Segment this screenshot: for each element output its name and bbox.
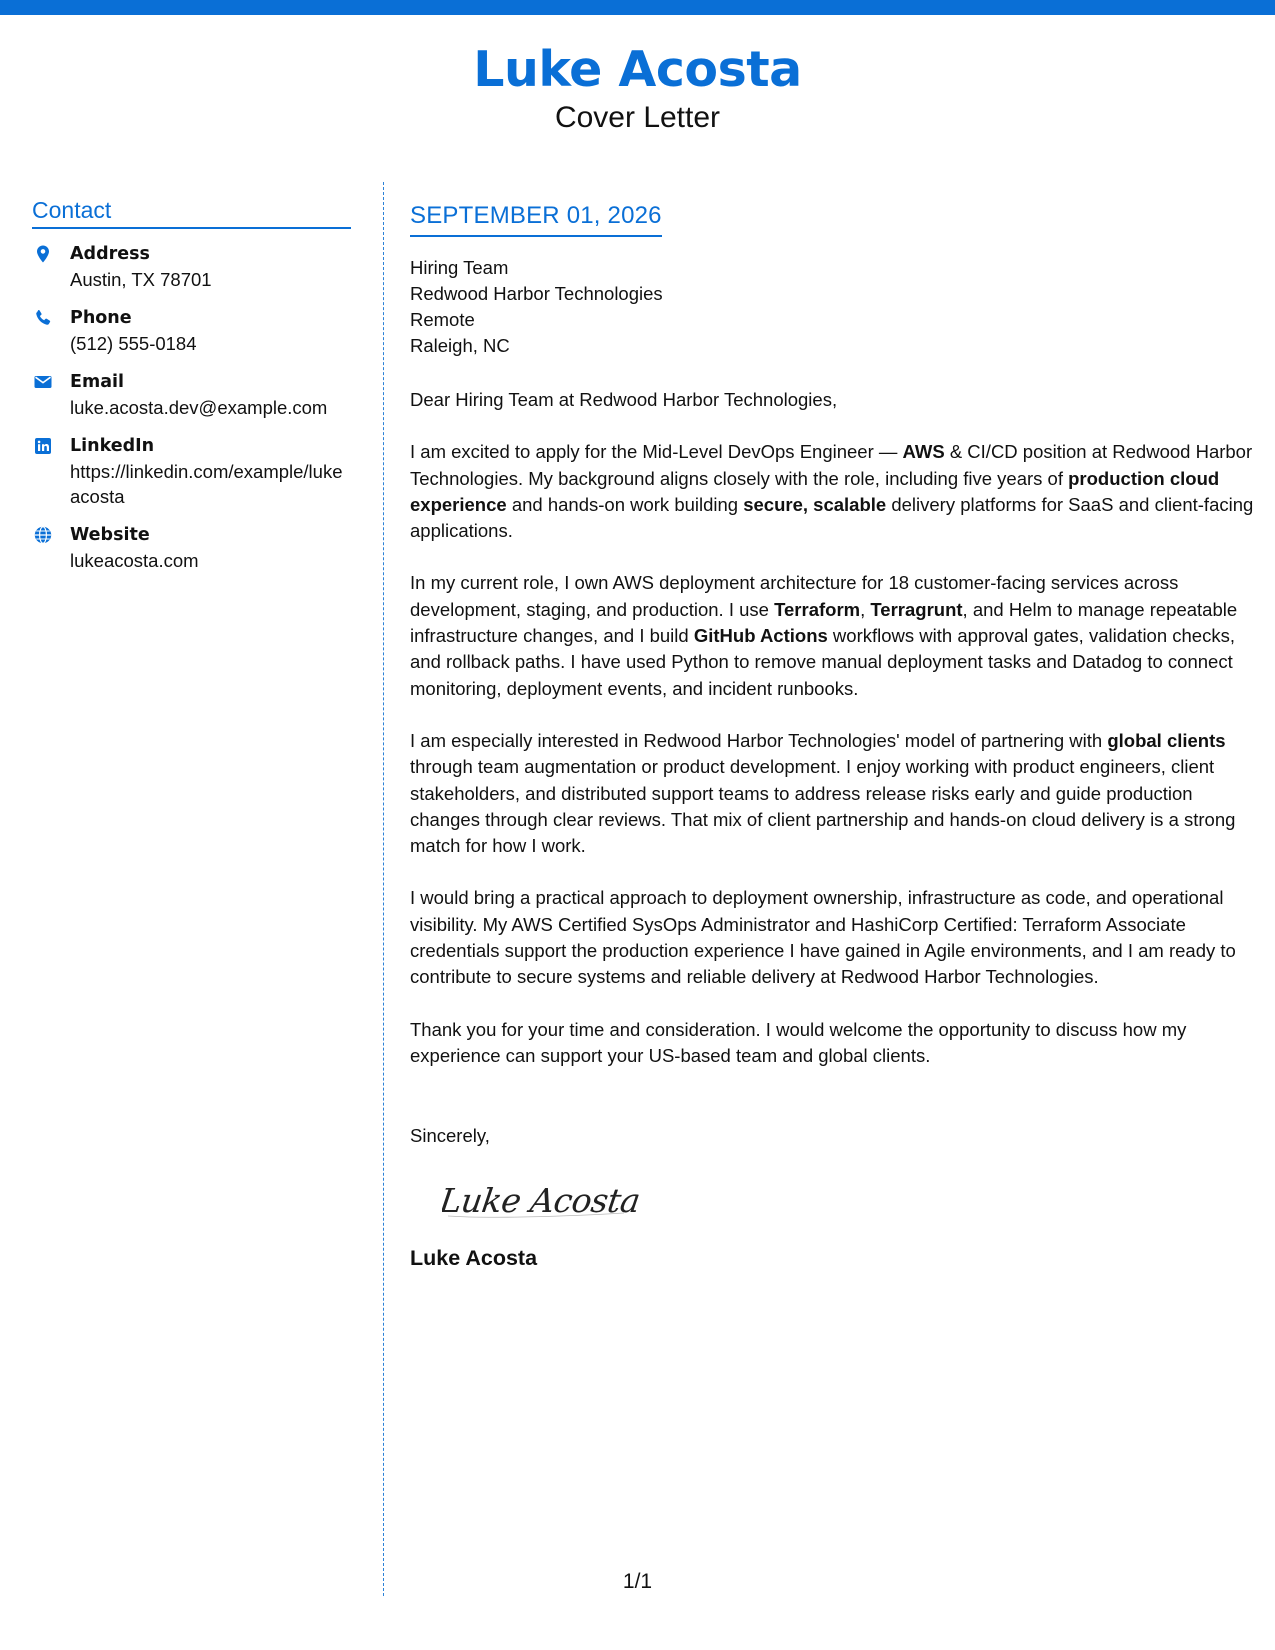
- closing-line: Sincerely,: [410, 1125, 490, 1147]
- linkedin-icon: [33, 436, 53, 456]
- paragraph-text: I would bring a practical approach to deployment ownership, infrastructure as code, and operational visibility. My AWS Certified SysOps Administrator and HashiCorp Certified: Terraform Associate credentials support the production experience I have gained in Agile environments, and I am ready to contribute to secure systems and reliable delivery at Redwood Harbor Technologies.: [410, 887, 1236, 988]
- paragraph-text: workflows with approval gates, validation checks, and rollback paths. I have used Python to remove manual deployment tasks and Datadog to connect monitoring, deployment events, and incident runbooks.: [410, 625, 1235, 699]
- phone-icon: [33, 308, 53, 328]
- signer-name: Luke Acosta: [410, 1245, 538, 1270]
- applicant-name-title: Luke Acosta: [473, 41, 802, 98]
- contact-item-linkedin: [32, 434, 351, 509]
- emphasized-text: AWS: [902, 441, 945, 463]
- paragraph-text: I am especially interested in Redwood Harbor Technologies' model of partnering with: [410, 729, 1108, 751]
- paragraph-text: , and Helm to manage repeatable infrastructure changes, and I build: [410, 598, 1238, 647]
- paragraph-text: through team augmentation or product development. I enjoy working with product engineers, client stakeholders, and distributed support teams to address release risks early and guide production changes through clear reviews. That mix of client partnership and hands-on cloud delivery is a strong match for how I work.: [410, 756, 1236, 857]
- address-value: Austin, TX 78701: [70, 269, 212, 290]
- recipient-line: Hiring Team: [410, 257, 509, 278]
- contact-item-email: [32, 370, 351, 420]
- contact-label: Phone: [70, 308, 132, 328]
- handwritten-signature: [442, 1172, 1255, 1230]
- contact-item-website: [32, 523, 351, 573]
- contact-heading: Contact: [32, 196, 351, 229]
- letter-body: [410, 200, 1255, 1272]
- recipient-line: Redwood Harbor Technologies: [410, 283, 663, 304]
- contact-label: Website: [70, 525, 150, 545]
- emphasized-text: Terraform: [774, 598, 861, 620]
- top-accent-bar: [0, 0, 1275, 15]
- phone-value: (512) 555-0184: [70, 333, 197, 354]
- body-paragraph: [410, 570, 1255, 701]
- document-subtitle: Cover Letter: [554, 101, 721, 134]
- paragraph-text: and hands-on work building: [506, 493, 744, 515]
- page-number: 1/1: [622, 1570, 653, 1593]
- paragraph-text: I am excited to apply for the Mid-Level DevOps Engineer —: [410, 441, 903, 463]
- paragraph-text: ,: [860, 598, 871, 620]
- column-divider: [383, 182, 384, 1596]
- contact-label: Email: [70, 372, 124, 392]
- map-pin-icon: [33, 244, 53, 264]
- paragraph-text: In my current role, I own AWS deployment architecture for 18 customer-facing services across development, staging, and production. I use: [410, 572, 1179, 620]
- envelope-icon: [33, 372, 53, 392]
- globe-icon: [33, 525, 53, 545]
- contact-item-phone: [32, 306, 351, 356]
- signature-image: [442, 1172, 662, 1230]
- body-paragraph: [410, 1017, 1255, 1070]
- emphasized-text: global clients: [1107, 729, 1226, 751]
- emphasized-text: production cloud experience: [410, 467, 1220, 515]
- emphasized-text: secure, scalable: [743, 493, 887, 515]
- paragraph-text: delivery platforms for SaaS and client-facing applications.: [410, 493, 1254, 542]
- recipient-line: Raleigh, NC: [410, 335, 510, 356]
- document-header: [0, 40, 1275, 136]
- linkedin-value[interactable]: https://linkedin.com/example/lukeacosta: [70, 461, 343, 507]
- contact-label: Address: [70, 244, 150, 264]
- contact-sidebar: [32, 196, 351, 587]
- contact-list: [32, 242, 351, 573]
- email-value[interactable]: luke.acosta.dev@example.com: [70, 397, 328, 418]
- signature-text: Luke Acosta: [442, 1180, 643, 1220]
- contact-item-address: [32, 242, 351, 292]
- body-paragraph: [410, 439, 1255, 544]
- recipient-line: Remote: [410, 309, 475, 330]
- recipient-block: [410, 255, 1255, 359]
- website-value[interactable]: lukeacosta.com: [70, 550, 199, 571]
- paragraph-text: & CI/CD position at Redwood Harbor Technologies. My background aligns closely with the role, including five years of: [410, 441, 1253, 489]
- letter-date: SEPTEMBER 01, 2026: [410, 200, 662, 237]
- body-paragraph: [410, 728, 1255, 859]
- salutation: Dear Hiring Team at Redwood Harbor Technologies,: [410, 389, 838, 410]
- body-paragraph: [410, 885, 1255, 990]
- contact-label: LinkedIn: [70, 436, 155, 456]
- emphasized-text: GitHub Actions: [693, 625, 828, 647]
- paragraph-text: Thank you for your time and consideration. I would welcome the opportunity to discuss how my experience can support your US-based team and global clients.: [410, 1018, 1187, 1066]
- emphasized-text: Terragrunt: [870, 598, 963, 620]
